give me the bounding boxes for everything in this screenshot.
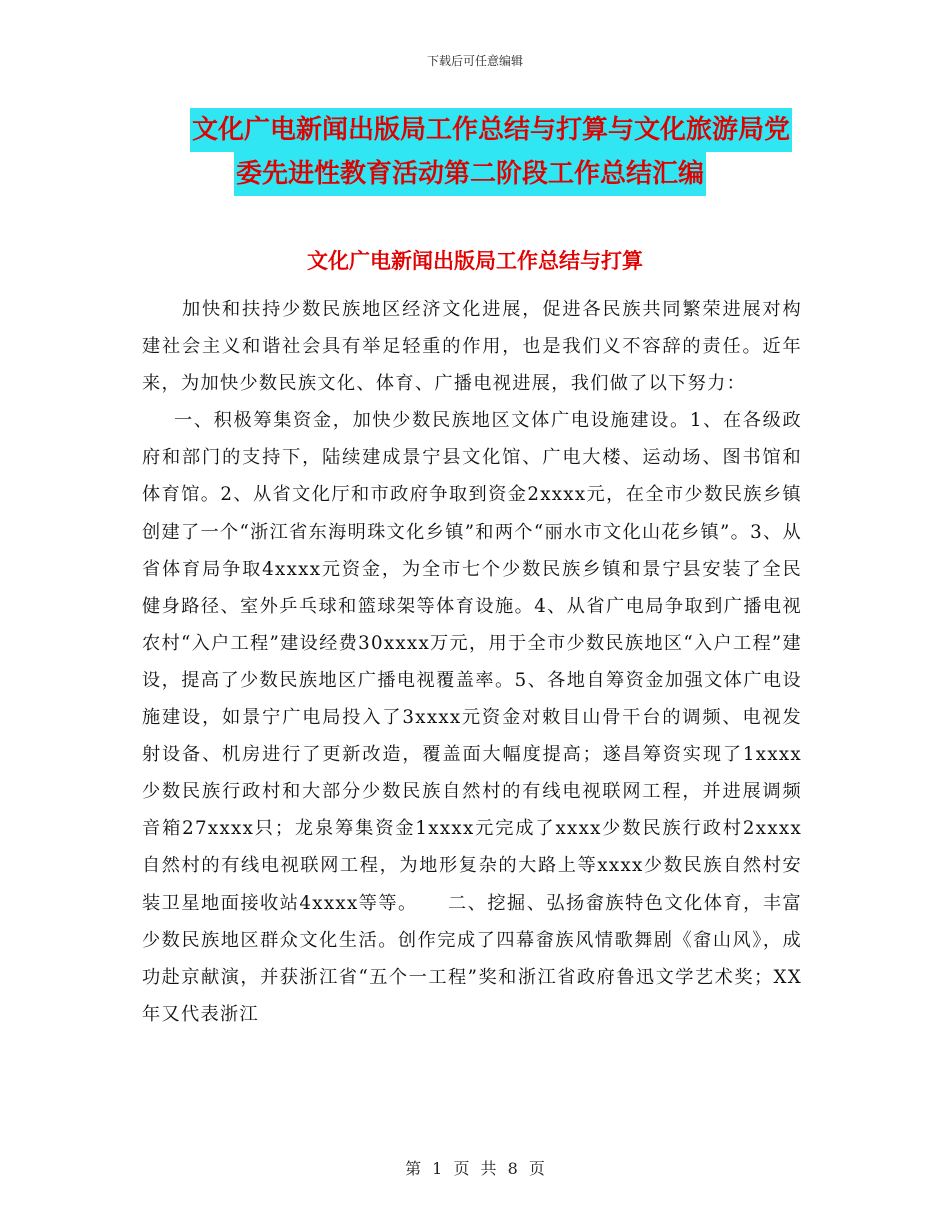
page-number-footer: 第 1 页 共 8 页 (405, 1159, 545, 1178)
paragraph-section-one: 一、积极筹集资金，加快少数民族地区文体广电设施建设。1、在各级政府和部门的支持下，陆续建成景宁县文化馆、广电大楼、运动场、图书馆和体育馆。2、从省文化厅和市政府争取到资金2xxxx元，在全市少数民族乡镇创建了一个“浙江省东海明珠文化乡镇”和两个“丽水市文化山花乡镇”。3、从省体育局争取4xxxx元资金，为全市七个少数民族乡镇和景宁县安装了全民健身路径、室外乒乓球和篮球架等体育设施。4、从省广电局争取到广播电视农村“入户工程”建设经费30xxxx万元，用于全市少数民族地区“入户工程”建设，提高了少数民族地区广播电视覆盖率。5、各地自筹资金加强文体广电设施建设，如景宁广电局投入了3xxxx元资金对敕目山骨干台的调频、电视发射设备、机房进行了更新改造，覆盖面大幅度提高；遂昌筹资实现了1xxxx少数民族行政村和大部分少数民族自然村的有线电视联网工程，并进展调频音箱27xxxx只；龙泉筹集资金1xxxx元完成了xxxx少数民族行政村2xxxx自然村的有线电视联网工程，为地形复杂的大路上等xxxx少数民族自然村安装卫星地面接收站4xxxx等等。 二、挖掘、弘扬畲族特色文化体育，丰富少数民族地区群众文化生活。创作完成了四幕畲族风情歌舞剧《畲山风》，成功赴京献演，并获浙江省“五个一工程”奖和浙江省政府鲁迅文学艺术奖；XX年又代表浙江 (142, 410, 803, 1025)
title-line-1: 文化广电新闻出版局工作总结与打算与文化旅游局党 (190, 108, 792, 152)
document-body (142, 291, 802, 1033)
document-title (190, 108, 830, 196)
title-line-2: 委先进性教育活动第二阶段工作总结汇编 (234, 152, 706, 196)
page-header-note: 下载后可任意编辑 (426, 54, 523, 68)
paragraph-intro: 加快和扶持少数民族地区经济文化进展，促进各民族共同繁荣进展对构建社会主义和谐社会具有举足轻重的作用，也是我们义不容辞的责任。近年来，为加快少数民族文化、体育、广播电视进展，我们做了以下努力： (142, 299, 802, 395)
section-title: 文化广电新闻出版局工作总结与打算 (307, 249, 643, 273)
